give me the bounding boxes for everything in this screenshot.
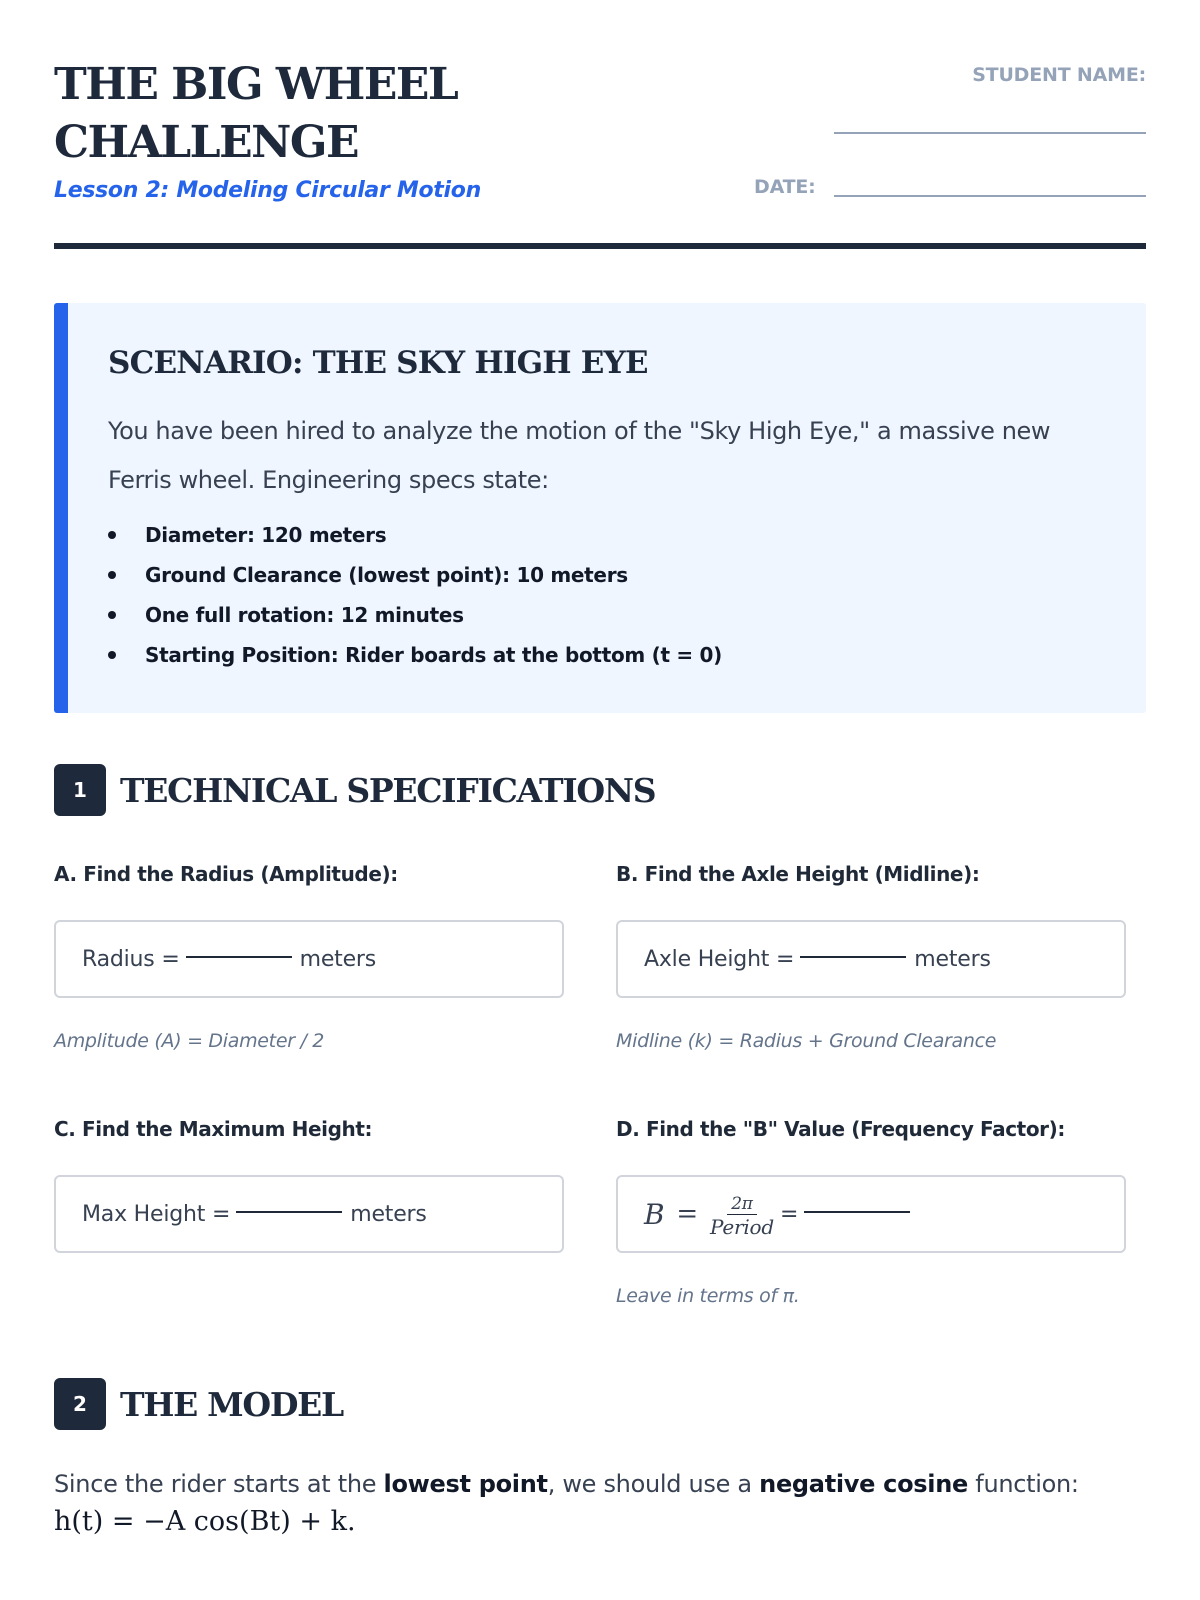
date-label: DATE: bbox=[754, 176, 816, 198]
radius-blank[interactable] bbox=[186, 956, 292, 958]
model-emphasis: negative cosine bbox=[759, 1470, 968, 1498]
model-text-part: function: bbox=[967, 1470, 1079, 1498]
answer-unit: meters bbox=[914, 946, 991, 972]
bullet-icon bbox=[108, 531, 116, 539]
question-c-label: C. Find the Maximum Height: bbox=[54, 1117, 373, 1141]
equals-sign: = bbox=[779, 1201, 799, 1227]
date-field[interactable] bbox=[834, 195, 1146, 197]
student-name-label: STUDENT NAME: bbox=[972, 64, 1146, 86]
question-b-label: B. Find the Axle Height (Midline): bbox=[616, 862, 980, 886]
worksheet-title: THE BIG WHEEL CHALLENGE bbox=[54, 59, 458, 168]
model-description bbox=[54, 1470, 1079, 1498]
two-pi-over-period-fraction bbox=[710, 1194, 774, 1239]
fraction-numerator: 2π bbox=[727, 1194, 757, 1215]
radius-answer-box[interactable] bbox=[54, 920, 564, 998]
scenario-title: SCENARIO: THE SKY HIGH EYE bbox=[108, 345, 648, 381]
spec-text: Ground Clearance (lowest point): 10 meters bbox=[145, 563, 628, 587]
max-height-answer-box[interactable] bbox=[54, 1175, 564, 1253]
student-name-field[interactable] bbox=[834, 132, 1146, 134]
answer-unit: meters bbox=[350, 1201, 427, 1227]
b-value-answer-box[interactable] bbox=[616, 1175, 1126, 1253]
bullet-icon bbox=[108, 651, 116, 659]
question-d-label: D. Find the "B" Value (Frequency Factor): bbox=[616, 1117, 1065, 1141]
spec-item bbox=[108, 555, 722, 595]
spec-text: Starting Position: Rider boards at the bottom (t = 0) bbox=[145, 643, 722, 667]
spec-text: One full rotation: 12 minutes bbox=[145, 603, 464, 627]
question-a-label: A. Find the Radius (Amplitude): bbox=[54, 862, 398, 886]
answer-unit: meters bbox=[299, 946, 377, 972]
section-2-heading bbox=[54, 1378, 343, 1430]
spec-item bbox=[108, 635, 722, 675]
model-emphasis: lowest point bbox=[383, 1470, 548, 1498]
question-d-hint: Leave in terms of π. bbox=[616, 1285, 800, 1307]
scenario-text: You have been hired to analyze the motion of the "Sky High Eye," a massive new Ferris wheel. Engineering specs state: bbox=[108, 417, 1051, 494]
max-height-blank[interactable] bbox=[236, 1211, 342, 1213]
section-number-badge: 1 bbox=[54, 764, 106, 816]
scenario-box bbox=[54, 303, 1146, 713]
answer-prefix: Axle Height = bbox=[644, 946, 795, 972]
b-value-blank[interactable] bbox=[804, 1211, 910, 1213]
model-equation: h(t) = −A cos(Bt) + k. bbox=[54, 1506, 356, 1537]
equals-sign: = bbox=[676, 1199, 698, 1229]
spec-list bbox=[108, 515, 722, 675]
bullet-icon bbox=[108, 611, 116, 619]
bullet-icon bbox=[108, 571, 116, 579]
answer-prefix: Radius = bbox=[82, 946, 180, 972]
spec-text: Diameter: 120 meters bbox=[145, 523, 387, 547]
question-b-hint: Midline (k) = Radius + Ground Clearance bbox=[616, 1030, 997, 1052]
section-title: THE MODEL bbox=[120, 1384, 343, 1424]
model-text-part: Since the rider starts at the bbox=[54, 1470, 384, 1498]
axle-height-answer-box[interactable] bbox=[616, 920, 1126, 998]
answer-prefix: Max Height = bbox=[82, 1201, 231, 1227]
spec-item bbox=[108, 515, 722, 555]
spec-item bbox=[108, 595, 722, 635]
model-text-part: , we should use a bbox=[547, 1470, 760, 1498]
fraction-denominator: Period bbox=[709, 1214, 774, 1239]
lesson-subtitle: Lesson 2: Modeling Circular Motion bbox=[54, 178, 481, 203]
section-title: TECHNICAL SPECIFICATIONS bbox=[120, 770, 656, 810]
section-1-heading bbox=[54, 764, 655, 816]
header-divider bbox=[54, 243, 1146, 249]
b-variable: B bbox=[644, 1197, 665, 1231]
section-number-badge: 2 bbox=[54, 1378, 106, 1430]
question-a-hint: Amplitude (A) = Diameter / 2 bbox=[54, 1030, 325, 1052]
worksheet-page bbox=[54, 0, 1146, 1600]
axle-height-blank[interactable] bbox=[800, 956, 906, 958]
